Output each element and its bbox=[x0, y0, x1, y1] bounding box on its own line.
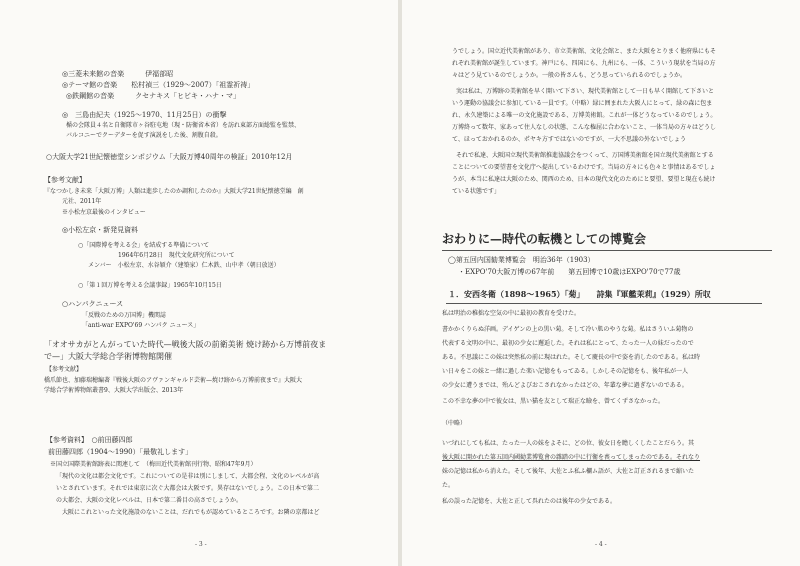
right-page bbox=[402, 0, 800, 566]
section-heading: ◎ 三島由紀夫（1925〜1970、11月25日）の衝撃 bbox=[62, 111, 227, 119]
text-line: の大都会、大阪の文化レベルは、日本で第二番目の高さでしょうか。 bbox=[56, 497, 243, 504]
text-line: ※国立国際美術館跡表に関連して （梅田近代美術館刊行物、昭和47年9月） bbox=[50, 461, 257, 468]
text-line: 前田藤四郎（1904〜1990）「最敬礼します」 bbox=[48, 448, 193, 456]
section-heading: ○ハンパクニュース bbox=[62, 300, 124, 308]
reference-label: 【参考資料】 ○前田藤四郎 bbox=[46, 436, 133, 444]
text-line: 「anti-war EXPO'69 ハンパク ニュース」 bbox=[82, 322, 200, 329]
text-line: ○「第１回万博を考える会議事録」1965年10月15日 bbox=[78, 282, 222, 289]
section-title: おわりに—時代の転機としての博覧会 bbox=[442, 232, 647, 246]
text-line: 妹の記憶は私から消えた。そして後年、大佐とふ私ふ欄ム語が、大佐と訂正されるまで縮いた bbox=[442, 468, 695, 475]
text-line: れぞれ美術館が誕生しています。神戸にも、四国にも、九州にも、一体、こういう現状を当局の方 bbox=[452, 60, 716, 67]
text-line: ◯第五回内国勧業博覧会 明治36年（1903） bbox=[448, 256, 595, 264]
text-line: メンバー 小松左京、水谷穎介（建築家）仁木鉄、山中孝（朝日放送） bbox=[88, 262, 280, 269]
text-line: 「現代の文化は都会文化です。これについての是非は別にしまして、大都会程、文化のレベルが高 bbox=[56, 473, 320, 480]
section-heading: ◎小松左京・新発見資料 bbox=[62, 226, 139, 234]
subsection-heading: １．安西冬衛（1898〜1965）「菊」 詩集『軍艦茉莉』（1929）所収 bbox=[448, 289, 711, 299]
text-line: ◎三菱未来館の音楽 伊福部昭 bbox=[62, 70, 174, 78]
text-line: て、ほっておかれるのか、ポヤキ方すではないのですが、一大不思議の外ないでしょう bbox=[452, 136, 687, 143]
subsection-rule bbox=[446, 303, 762, 304]
text-line: の少女に遭うまでは、殆んどよびおこされなかったはどの、年輩な夢に過ぎないのである。 bbox=[442, 382, 688, 389]
page-number: - 3 - bbox=[195, 541, 207, 548]
text-line: 万博終って数年、家あって住人なしの状態、こんな権屈に合わないこと、一体当局の方々はどうし bbox=[452, 124, 716, 131]
left-page bbox=[0, 0, 398, 566]
text-line: ◎鉄鋼館の音楽 クセナキス「ヒビキ・ハナ・マ」 bbox=[66, 92, 240, 100]
text-line: それで私達、大阪国立現代美術館推進協議会をつくって、万国博美術館を国立現代美術館とする bbox=[456, 152, 714, 159]
exhibition-title: 「オオサカがとんがっていた時代—戦後大阪の前衛美術 焼け跡から万博前夜ま bbox=[44, 340, 327, 349]
text-line: 楯の会隊員４名と自衛隊市ヶ谷駐屯地（現・防衛省本省）を訪れ東部方面総監を監禁、 bbox=[66, 122, 301, 129]
text-line: ○「国際博を考える会」を結成する準備について bbox=[78, 242, 210, 249]
text-line: 『なつかしき未来「大阪万博」人類は進歩したのか調和したのか』大阪大学21世紀懐徳堂編 創 bbox=[44, 188, 304, 195]
text-line: 元社、2011年 bbox=[62, 198, 102, 205]
text-line: ことについての要望書を文化庁へ提出しているわけです。当局の方々にも色々と事情はあるでしょ bbox=[452, 164, 716, 171]
text-line: 私は明治の稚拙な空気の中に最初の教育を受けた。 bbox=[442, 310, 581, 317]
text-line: 代表する文明の中に、最初の少女に邂逅した。それは私にとって、たった一人の妹だったので bbox=[442, 340, 694, 347]
text-line: ※小松左京最後のインタビュー bbox=[62, 209, 146, 216]
text-line: た。 bbox=[442, 482, 455, 489]
text-line: いとされています。それでは東京に次ぐ大都会は大阪です。異存はないでしょう。この日本で第二 bbox=[56, 485, 320, 492]
reference-label: 【参考文献】 bbox=[46, 366, 83, 373]
text-line: この不幸な夢の中で彼女は、黒い猫を友として瑞正な瞼を、曾てくずさなかった。 bbox=[442, 398, 665, 405]
page-number: - 4 - bbox=[595, 541, 607, 548]
text-line: 大阪にこれといった文化施設のないことは、だれでもが認めているところです。お隣の京都はど bbox=[62, 509, 320, 516]
text-line: うが、本当に私達は大阪のため、関西のため、日本の現代文化のためにと要望、要望と現在も続け bbox=[452, 176, 716, 183]
text-line: れ、永久建築による唯一の文化施設である、万博美術館。これが一体どうなっているのでしょう。 bbox=[452, 112, 717, 119]
text-line: 々はどう見ているのでしょうか。一般の皆さんも、どう思っていられるのでしょうか。 bbox=[452, 72, 687, 79]
text-line: うでしょう。国立近代美術館があり、市立美術館、文化会館と、また大阪をとりまく他府県にもそ bbox=[452, 48, 717, 55]
text-line: ある。不思議にこの妹は突然私の前に現はれた。そして慶長の中で姿を消したのである。私は時 bbox=[442, 354, 701, 361]
text-line: （中略） bbox=[442, 420, 467, 427]
text-line: ◎テーマ館の音楽 松村禎三（1929〜2007）「祖霊祈祷」 bbox=[62, 81, 255, 89]
text-line: バルコニーでクーデターを促す演説をした後、割腹自殺。 bbox=[66, 132, 222, 139]
text-line: 学総合学術博物館叢書9、大阪大学出版会、2013年 bbox=[44, 387, 184, 394]
text-line: い日々をこの妹と一緒に過した楽い記憶をもってゐる。しかしその記憶をも、後年私が一人 bbox=[442, 368, 689, 375]
text-line: 橋爪節也、加藤瑞穂編著『戦後大阪のアヴァンギャルド芸術—焼け跡から万博前夜まで』大阪大 bbox=[44, 377, 302, 384]
text-line: ・EXPO'70大阪万博の67年前 第五回博で10歳はEXPO'70で77歳 bbox=[458, 268, 681, 276]
heading-rule bbox=[442, 250, 772, 251]
text-line: 私の誤った記憶を、大佐と正して呉れたのは後年の少女である。 bbox=[442, 498, 617, 505]
exhibition-title: で—」大阪大学総合学術博物館開催 bbox=[44, 352, 172, 361]
text-line: 実は私は、万博跡の美術館を早く開いて下さい、現代美術館として一日も早く開館して下さいと bbox=[456, 88, 715, 95]
text-line: いづれにしても私は、たった一人の妹をよそに、どの位、彼女日を瞻しくしたことだらう。其 bbox=[442, 440, 695, 447]
text-line: 1964年6月28日 現代文化研究所について bbox=[118, 252, 235, 259]
section-heading: ○大阪大学21世紀懐徳堂シンポジウム「大阪万博40周年の検証」2010年12月 bbox=[46, 153, 293, 161]
text-line-underlined: 後大阪に開かれた第五回内國勧業博覧會の雜踏の中に行衛を喪ってしまったのである。それなり bbox=[442, 454, 701, 461]
text-line: 書かかくりらぬ洋画。デイゲンの上の黒い菊。そして冷い肌のやうな菊。私はさういふ菊物の bbox=[442, 326, 694, 333]
text-line: 「反戦のための万国博」機関誌 bbox=[82, 312, 167, 319]
text-line: いう運動の協議会に参加している一員です。（中略）緑に囲まれた大阪人にとって、緑の森に包ま bbox=[452, 100, 713, 107]
text-line: ている状態です」 bbox=[452, 188, 501, 195]
reference-label: 【参考文献】 bbox=[44, 176, 86, 184]
